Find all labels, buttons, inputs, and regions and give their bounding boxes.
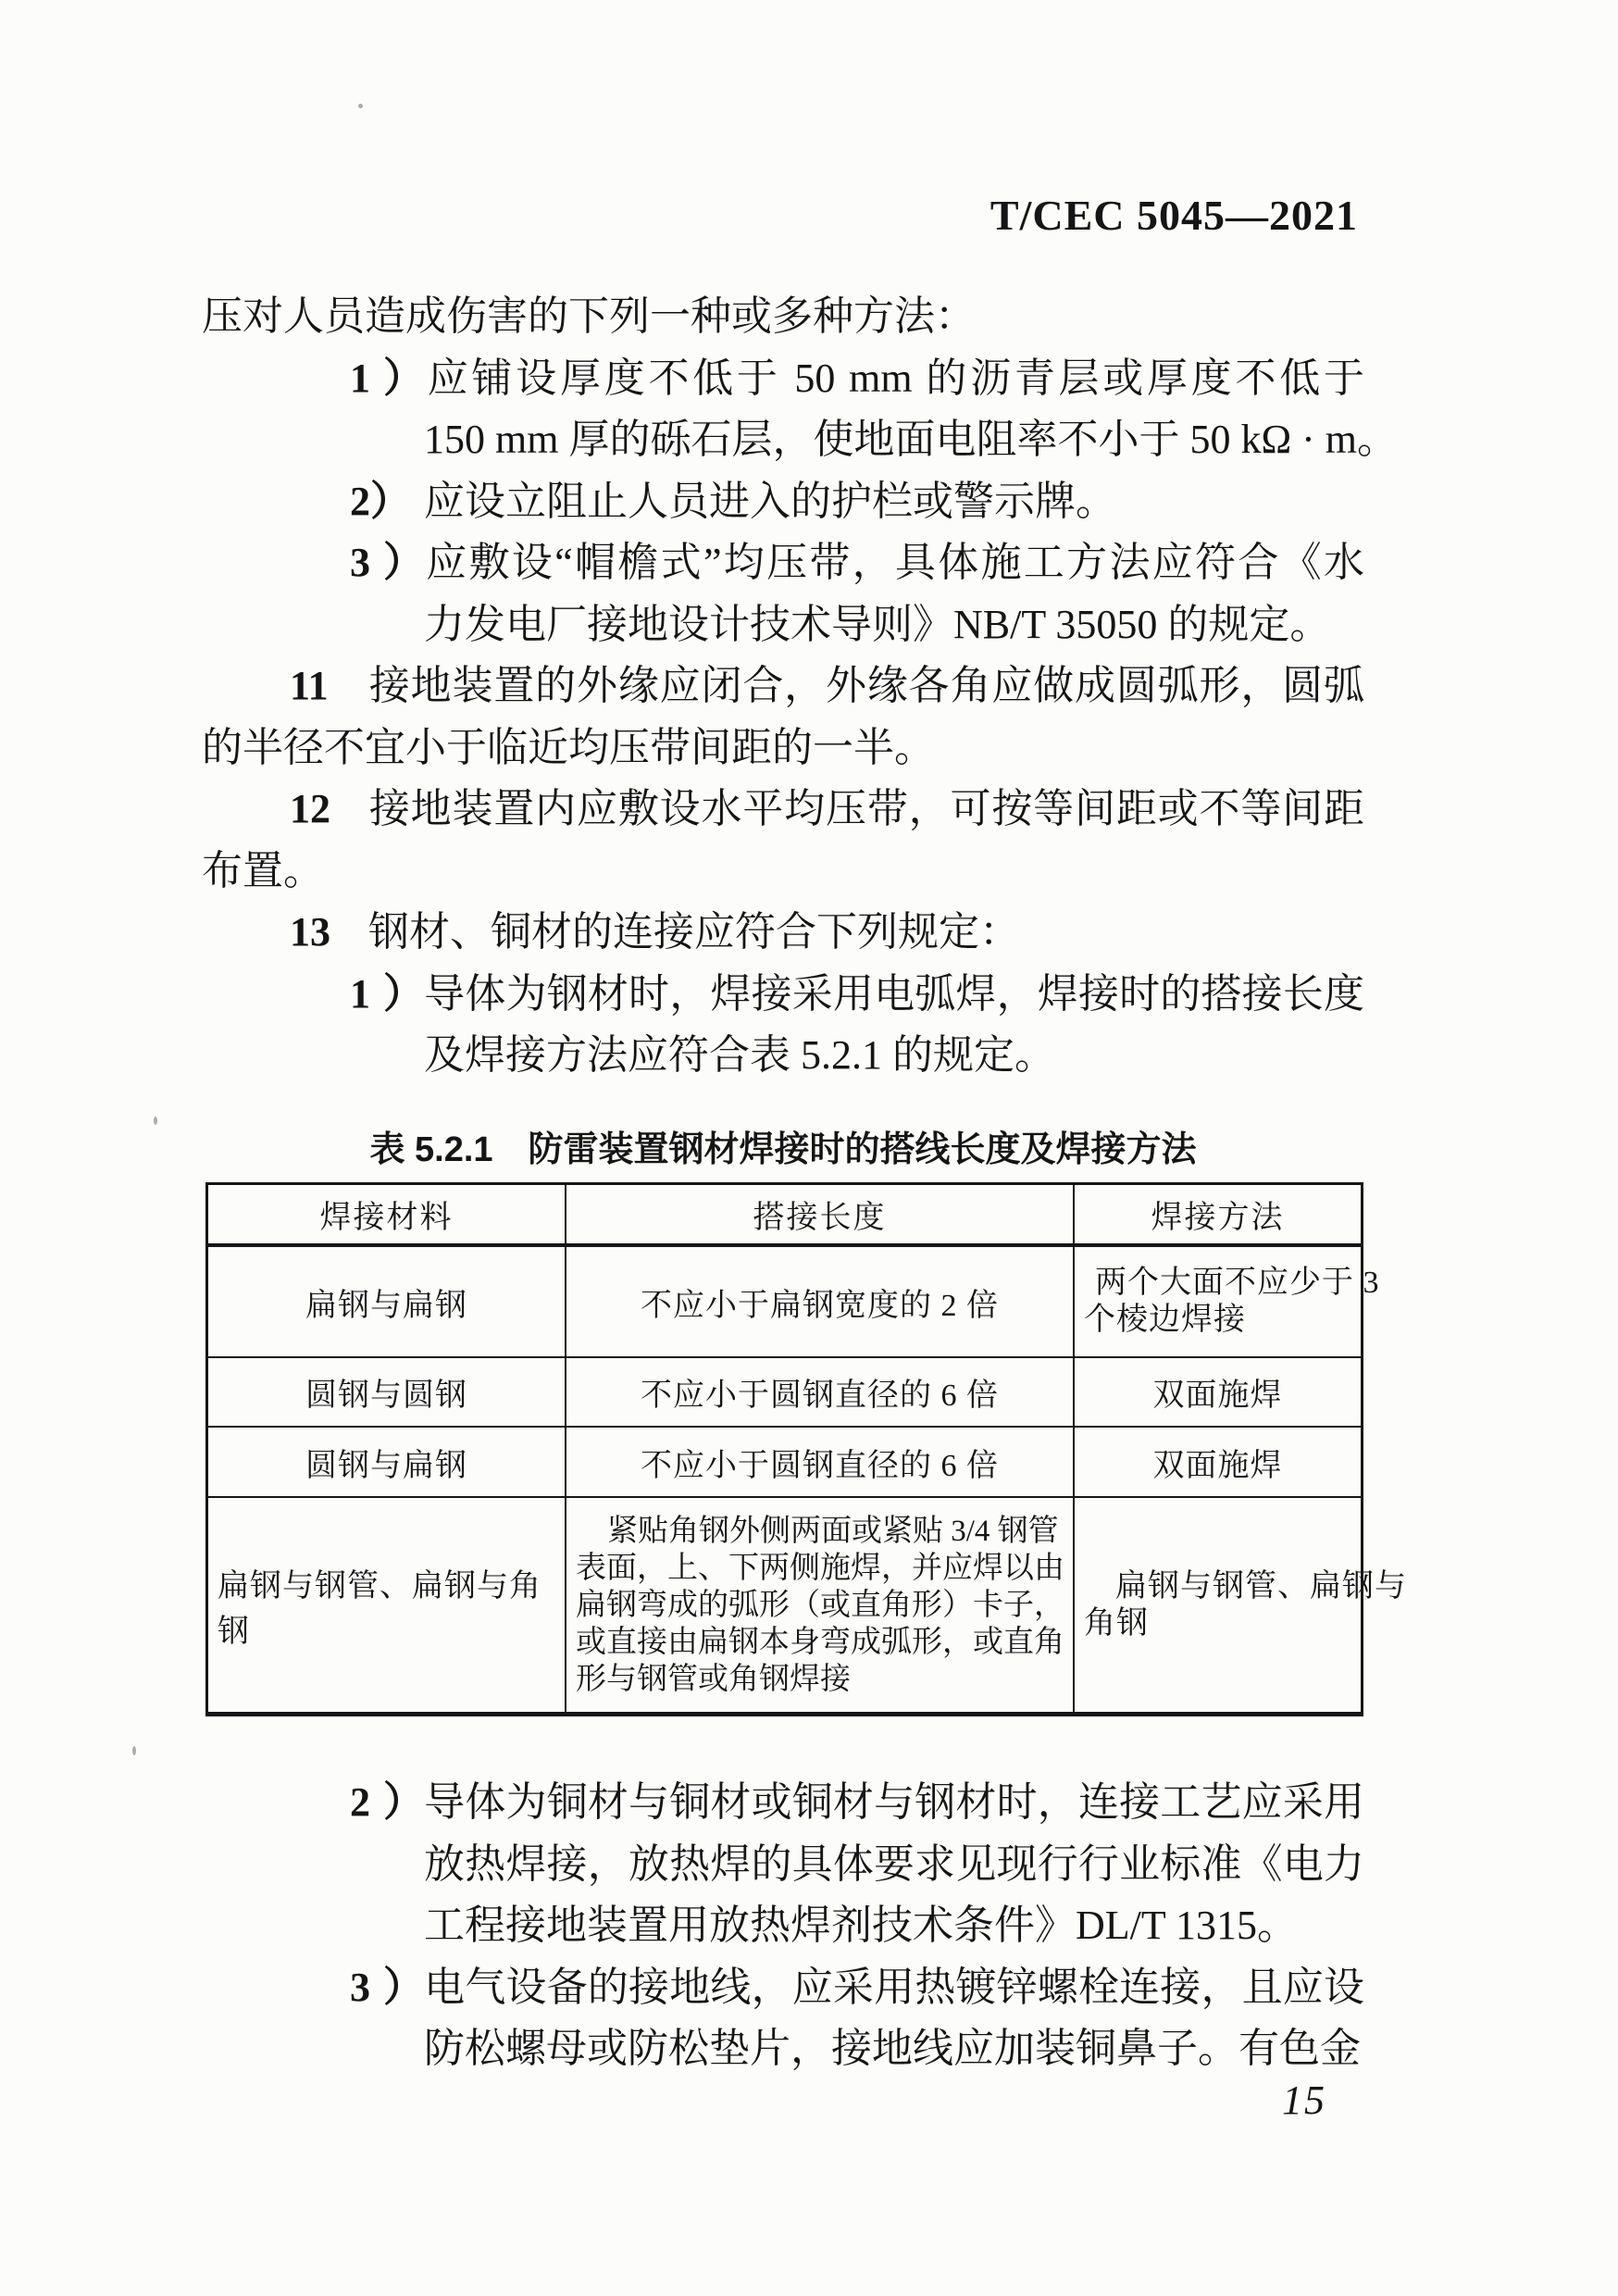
line-text: 电气设备的接地线，应采用热镀锌螺栓连接，且应设 [424, 1964, 1364, 2010]
table-cell-method: 双面施焊 [1075, 1428, 1361, 1498]
table-cell-length: 不应小于圆钢直径的 6 倍 [566, 1428, 1075, 1498]
table-header-lap-length: 搭接长度 [566, 1185, 1075, 1247]
line-text: 压对人员造成伤害的下列一种或多种方法： [202, 293, 976, 339]
line-text: 及焊接方法应符合表 5.2.1 的规定。 [424, 1032, 1055, 1078]
table-cell-method: 双面施焊 [1075, 1358, 1361, 1428]
item-number: 2） [350, 478, 411, 524]
text-line [202, 1772, 1364, 1834]
body-text-upper [202, 286, 1399, 1087]
text-line [202, 286, 1364, 348]
cell-line: 扁钢与钢管、扁钢与 [1115, 1568, 1407, 1603]
text-line [202, 655, 1364, 718]
table-cell-length: 不应小于圆钢直径的 6 倍 [566, 1358, 1075, 1428]
scan-speck [132, 1746, 136, 1755]
cell-line: 形与钢管或角钢焊接 [576, 1662, 851, 1696]
text-line [202, 348, 1364, 410]
table-cell-material: 圆钢与圆钢 [208, 1358, 566, 1428]
scan-speck [154, 1117, 157, 1125]
table-cell-method [1075, 1498, 1407, 1712]
text-line [202, 594, 1364, 656]
table-cell-length: 不应小于扁钢宽度的 2 倍 [566, 1247, 1075, 1358]
line-text: 力发电厂接地设计技术导则》NB/T 35050 的规定。 [424, 601, 1331, 647]
scan-speck [358, 104, 363, 108]
cell-line: 个棱边焊接 [1084, 1303, 1246, 1337]
line-text: 导体为钢材时，焊接采用电弧焊，焊接时的搭接长度 [424, 970, 1364, 1017]
table-cell-material: 扁钢与扁钢 [208, 1247, 566, 1358]
text-line [202, 409, 1399, 471]
line-text: 应敷设“帽檐式”均压带，具体施工方法应符合《水 [424, 540, 1364, 585]
line-text: 接地装置内应敷设水平均压带，可按等间距或不等间距 [368, 786, 1364, 831]
text-line [202, 964, 1364, 1026]
cell-line: 角钢 [1084, 1605, 1149, 1641]
cell-line: 表面，上、下两侧施焊，并应焊以由 [576, 1551, 1064, 1585]
line-text: 接地装置的外缘应闭合，外缘各角应做成圆弧形，圆弧 [368, 663, 1364, 708]
cell-line: 扁钢弯成的弧形（或直角形）卡子， [576, 1588, 1064, 1622]
table-caption: 表 5.2.1 防雷装置钢材焊接时的搭线长度及焊接方法 [369, 1130, 1197, 1169]
table-cell-length [566, 1498, 1075, 1712]
text-line [202, 841, 1364, 903]
table-cell-material: 扁钢与钢管、扁钢与角钢 [208, 1498, 566, 1712]
clause-number: 11 [290, 663, 329, 708]
cell-line: 两个大面不应少于 3 [1095, 1266, 1380, 1300]
table-cell-method [1075, 1247, 1380, 1358]
line-text: 放热焊接，放热焊的具体要求见现行行业标准《电力 [424, 1841, 1364, 1887]
cell-line: 紧贴角钢外侧两面或紧贴 3/4 钢管 [607, 1514, 1059, 1548]
item-number: 2） [350, 1779, 424, 1825]
line-text: 工程接地装置用放热焊剂技术条件》DL/T 1315。 [424, 1903, 1298, 1948]
line-text: 的半径不宜小于临近均压带间距的一半。 [202, 724, 935, 770]
item-number: 3） [350, 540, 424, 585]
cell-line: 或直接由扁钢本身弯成弧形，或直角 [576, 1625, 1064, 1659]
body-text-lower [202, 1772, 1364, 2080]
text-line [202, 471, 1364, 533]
item-number: 1） [350, 355, 424, 401]
clause-number: 12 [290, 786, 330, 831]
text-line [202, 1957, 1364, 2019]
table-header-method: 焊接方法 [1075, 1185, 1361, 1247]
line-text: 钢材、铜材的连接应符合下列规定： [368, 909, 1020, 955]
standard-number: T/CEC 5045—2021 [989, 192, 1358, 239]
text-line [202, 1895, 1364, 1957]
item-number: 1） [350, 970, 424, 1017]
table-cell-material: 圆钢与扁钢 [208, 1428, 566, 1498]
line-text: 150 mm 厚的砾石层，使地面电阻率不小于 50 kΩ · m。 [424, 417, 1399, 462]
text-line [202, 2018, 1364, 2080]
table-header-material: 焊接材料 [208, 1185, 566, 1247]
text-line [202, 902, 1364, 964]
welding-table [205, 1182, 1407, 1716]
text-line [202, 1025, 1364, 1087]
text-line [202, 1834, 1364, 1896]
text-line [202, 718, 1364, 780]
line-text: 防松螺母或防松垫片，接地线应加装铜鼻子。有色金 [424, 2026, 1361, 2071]
line-text: 应铺设厚度不低于 50 mm 的沥青层或厚度不低于 [424, 355, 1364, 401]
line-text: 布置。 [202, 847, 324, 893]
clause-number: 13 [290, 909, 330, 955]
text-line [202, 779, 1364, 841]
line-text: 应设立阻止人员进入的护栏或警示牌。 [424, 478, 1116, 524]
item-number: 3） [350, 1964, 424, 2010]
text-line [202, 532, 1364, 594]
page-number: 15 [1282, 2078, 1326, 2123]
line-text: 导体为铜材与铜材或铜材与钢材时，连接工艺应采用 [424, 1779, 1364, 1825]
